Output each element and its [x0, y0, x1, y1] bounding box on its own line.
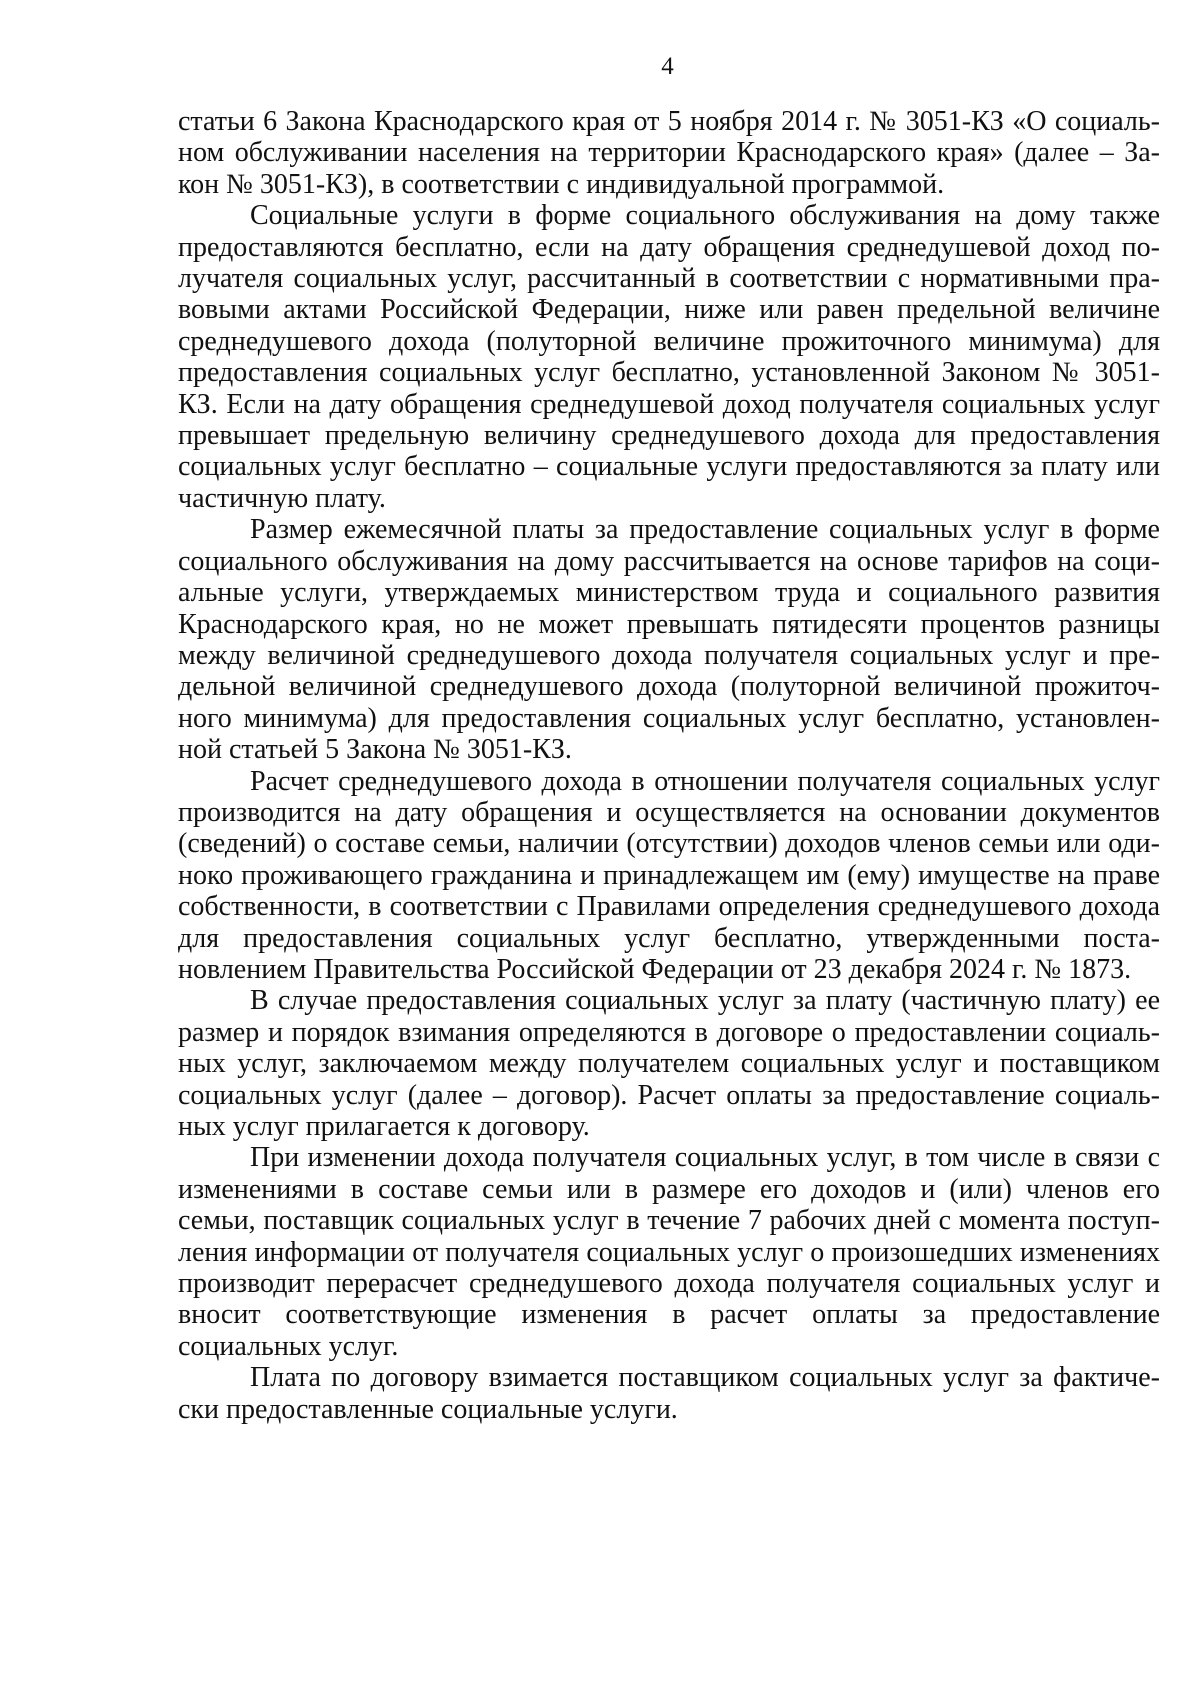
paragraph-free-services: Социальные услуги в форме социального обслуживания на дому также предоставляются бесплатно, если на дату обращения среднедушевой доход получателя социальных услуг, рассчитанный в соответствии с нормативными правовыми актами Российской Федерации, ниже или равен предельной величине среднедушевого дохода (полуторной величине прожиточного минимума) для предоставления социальных услуг бесплатно, установленной Законом № 3051-КЗ. Если на дату обращения среднедушевой доход получателя социальных услуг превышает предельную величину среднедушевого дохода для предоставления социальных услуг бесплатно – социальные услуги предоставляются за плату или частичную плату.	[178, 200, 1160, 514]
page-number: 4	[661, 53, 674, 80]
body-text	[178, 106, 1160, 1425]
paragraph-income-calculation: Расчет среднедушевого дохода в отношении получателя социальных услуг производится на дату обращения и осуществляется на основании документов (сведений) о составе семьи, наличии (отсутствии) доходов членов семьи или одиноко проживающего гражданина и принадлежащем им (ему) имуществе на праве собственности, в соответствии с Правилами определения среднедушевого дохода для предоставления социальных услуг бесплатно, утвержденными постановлением Правительства Российской Федерации от 23 декабря 2024 г. № 1873.	[178, 765, 1160, 985]
paragraph-monthly-fee: Размер ежемесячной платы за предоставление социальных услуг в форме социального обслуживания на дому рассчитывается на основе тарифов на социальные услуги, утверждаемых министерством труда и социального развития Краснодарского края, но не может превышать пятидесяти процентов разницы между величиной среднедушевого дохода получателя социальных услуг и предельной величиной среднедушевого дохода (полуторной величиной прожиточного минимума) для предоставления социальных услуг бесплатно, установленной статьей 5 Закона № 3051-КЗ.	[178, 514, 1160, 766]
paragraph-income-change: При изменении дохода получателя социальных услуг, в том числе в связи с изменениями в составе семьи или в размере его доходов и (или) членов его семьи, поставщик социальных услуг в течение 7 рабочих дней с момента поступления информации от получателя социальных услуг о произошедших изменениях производит перерасчет среднедушевого дохода получателя социальных услуг и вносит соответствующие изменения в расчет оплаты за предоставление социальных услуг.	[178, 1142, 1160, 1362]
paragraph-contract-fee: Плата по договору взимается поставщиком социальных услуг за фактически предоставленные социальные услуги.	[178, 1362, 1160, 1425]
paragraph-continuation: статьи 6 Закона Краснодарского края от 5 ноября 2014 г. № 3051-КЗ «О социальном обслуживании населения на территории Краснодарского края» (далее – Закон № 3051-КЗ), в соответствии с индивидуальной программой.	[178, 106, 1160, 200]
paragraph-paid-services: В случае предоставления социальных услуг за плату (частичную плату) ее размер и порядок взимания определяются в договоре о предоставлении социальных услуг, заключаемом между получателем социальных услуг и поставщиком социальных услуг (далее – договор). Расчет оплаты за предоставление социальных услуг прилагается к договору.	[178, 985, 1160, 1142]
